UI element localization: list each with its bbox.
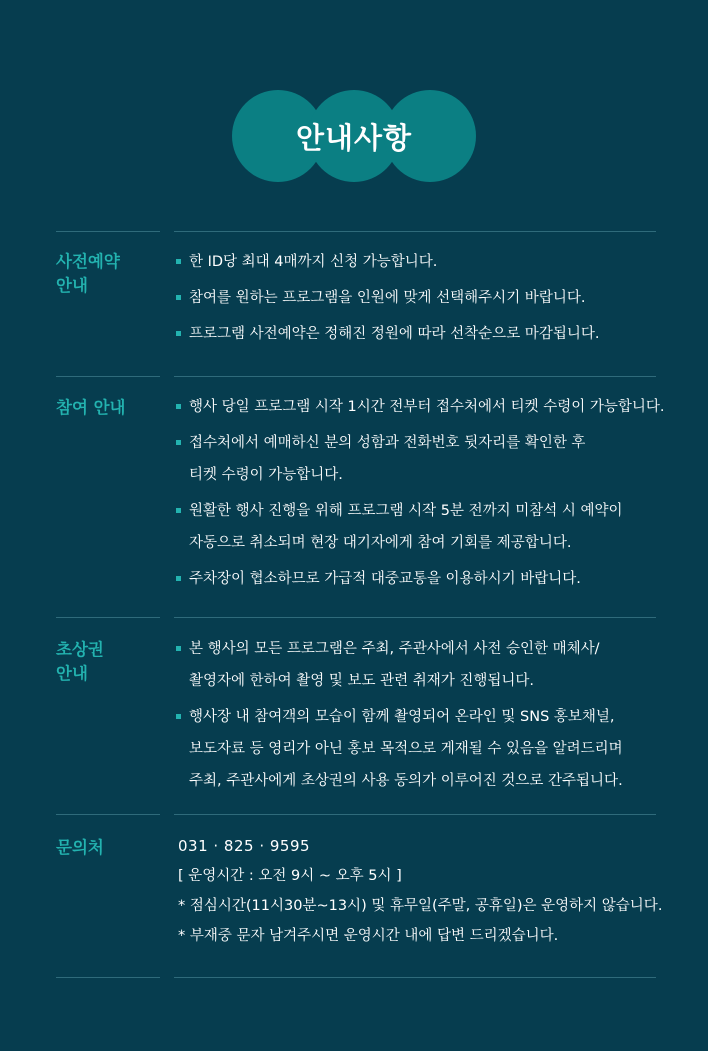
list-item bbox=[176, 633, 666, 697]
contact-hours: [ 운영시간 : 오전 9시 ~ 오후 5시 ] bbox=[178, 868, 402, 884]
list-item-text: 행사 당일 프로그램 시작 1시간 전부터 접수처에서 티켓 수령이 가능합니다. bbox=[189, 399, 665, 415]
bullet-icon bbox=[176, 295, 181, 300]
section-items-reservation bbox=[176, 246, 666, 354]
section-label-line: 안내 bbox=[56, 664, 88, 683]
divider bbox=[56, 977, 160, 978]
list-item-text: 한 ID당 최대 4매까지 신청 가능합니다. bbox=[189, 254, 438, 270]
list-item-text: 접수처에서 예매하신 분의 성함과 전화번호 뒷자리를 확인한 후 bbox=[189, 435, 586, 451]
section-label-portrait-rights bbox=[56, 638, 156, 686]
bullet-icon bbox=[176, 331, 181, 336]
list-item-text: 원활한 행사 진행을 위해 프로그램 시작 5분 전까지 미참석 시 예약이 bbox=[189, 503, 623, 519]
section-label-reservation bbox=[56, 250, 156, 298]
section-label-participation bbox=[56, 396, 156, 420]
list-item-text: 자동으로 취소되며 현장 대기자에게 참여 기회를 제공합니다. bbox=[189, 535, 572, 551]
section-label-line: 문의처 bbox=[56, 838, 104, 857]
divider bbox=[174, 376, 656, 377]
divider bbox=[56, 231, 160, 232]
list-item bbox=[176, 391, 666, 423]
divider bbox=[174, 814, 656, 815]
list-item-text: 보도자료 등 영리가 아닌 홍보 목적으로 게재될 수 있음을 알려드리며 bbox=[189, 741, 623, 757]
section-label-line: 초상권 bbox=[56, 640, 104, 659]
list-item-text: 본 행사의 모든 프로그램은 주최, 주관사에서 사전 승인한 매체사/ bbox=[189, 641, 600, 657]
list-item-text: 프로그램 사전예약은 정해진 정원에 따라 선착순으로 마감됩니다. bbox=[189, 326, 600, 342]
contact-phone: 031 · 825 · 9595 bbox=[178, 837, 311, 855]
list-item bbox=[176, 246, 666, 278]
bullet-icon bbox=[176, 714, 181, 719]
contact-info bbox=[178, 831, 668, 951]
list-item bbox=[176, 318, 666, 350]
bullet-icon bbox=[176, 508, 181, 513]
divider bbox=[174, 617, 656, 618]
divider bbox=[56, 617, 160, 618]
list-item-text: 주차장이 협소하므로 가급적 대중교통을 이용하시기 바랍니다. bbox=[189, 571, 581, 587]
list-item bbox=[176, 701, 666, 797]
list-item-text: 참여를 원하는 프로그램을 인원에 맞게 선택해주시기 바랍니다. bbox=[189, 290, 586, 306]
contact-note: * 점심시간(11시30분~13시) 및 휴무일(주말, 공휴일)은 운영하지 않습니다. bbox=[178, 898, 663, 914]
divider bbox=[56, 814, 160, 815]
list-item bbox=[176, 427, 666, 491]
section-label-line: 사전예약 bbox=[56, 252, 120, 271]
list-item-text: 촬영자에 한하여 촬영 및 보도 관련 취재가 진행됩니다. bbox=[189, 673, 535, 689]
list-item bbox=[176, 495, 666, 559]
divider bbox=[56, 376, 160, 377]
list-item-text: 티켓 수령이 가능합니다. bbox=[189, 467, 343, 483]
page-title: 안내사항 bbox=[295, 120, 413, 155]
bullet-icon bbox=[176, 440, 181, 445]
list-item-text: 주최, 주관사에게 초상권의 사용 동의가 이루어진 것으로 간주됩니다. bbox=[189, 773, 623, 789]
contact-note: * 부재중 문자 남겨주시면 운영시간 내에 답변 드리겠습니다. bbox=[178, 928, 559, 944]
divider bbox=[174, 977, 656, 978]
divider bbox=[174, 231, 656, 232]
bullet-icon bbox=[176, 259, 181, 264]
section-label-line: 참여 안내 bbox=[56, 398, 126, 417]
page-title-badge bbox=[232, 90, 476, 182]
list-item bbox=[176, 563, 666, 595]
list-item-text: 행사장 내 참여객의 모습이 함께 촬영되어 온라인 및 SNS 홍보채널, bbox=[189, 709, 615, 725]
bullet-icon bbox=[176, 646, 181, 651]
section-label-contact bbox=[56, 836, 156, 860]
section-items-portrait-rights bbox=[176, 633, 666, 801]
section-items-participation bbox=[176, 391, 666, 599]
bullet-icon bbox=[176, 576, 181, 581]
list-item bbox=[176, 282, 666, 314]
section-label-line: 안내 bbox=[56, 276, 88, 295]
bullet-icon bbox=[176, 404, 181, 409]
